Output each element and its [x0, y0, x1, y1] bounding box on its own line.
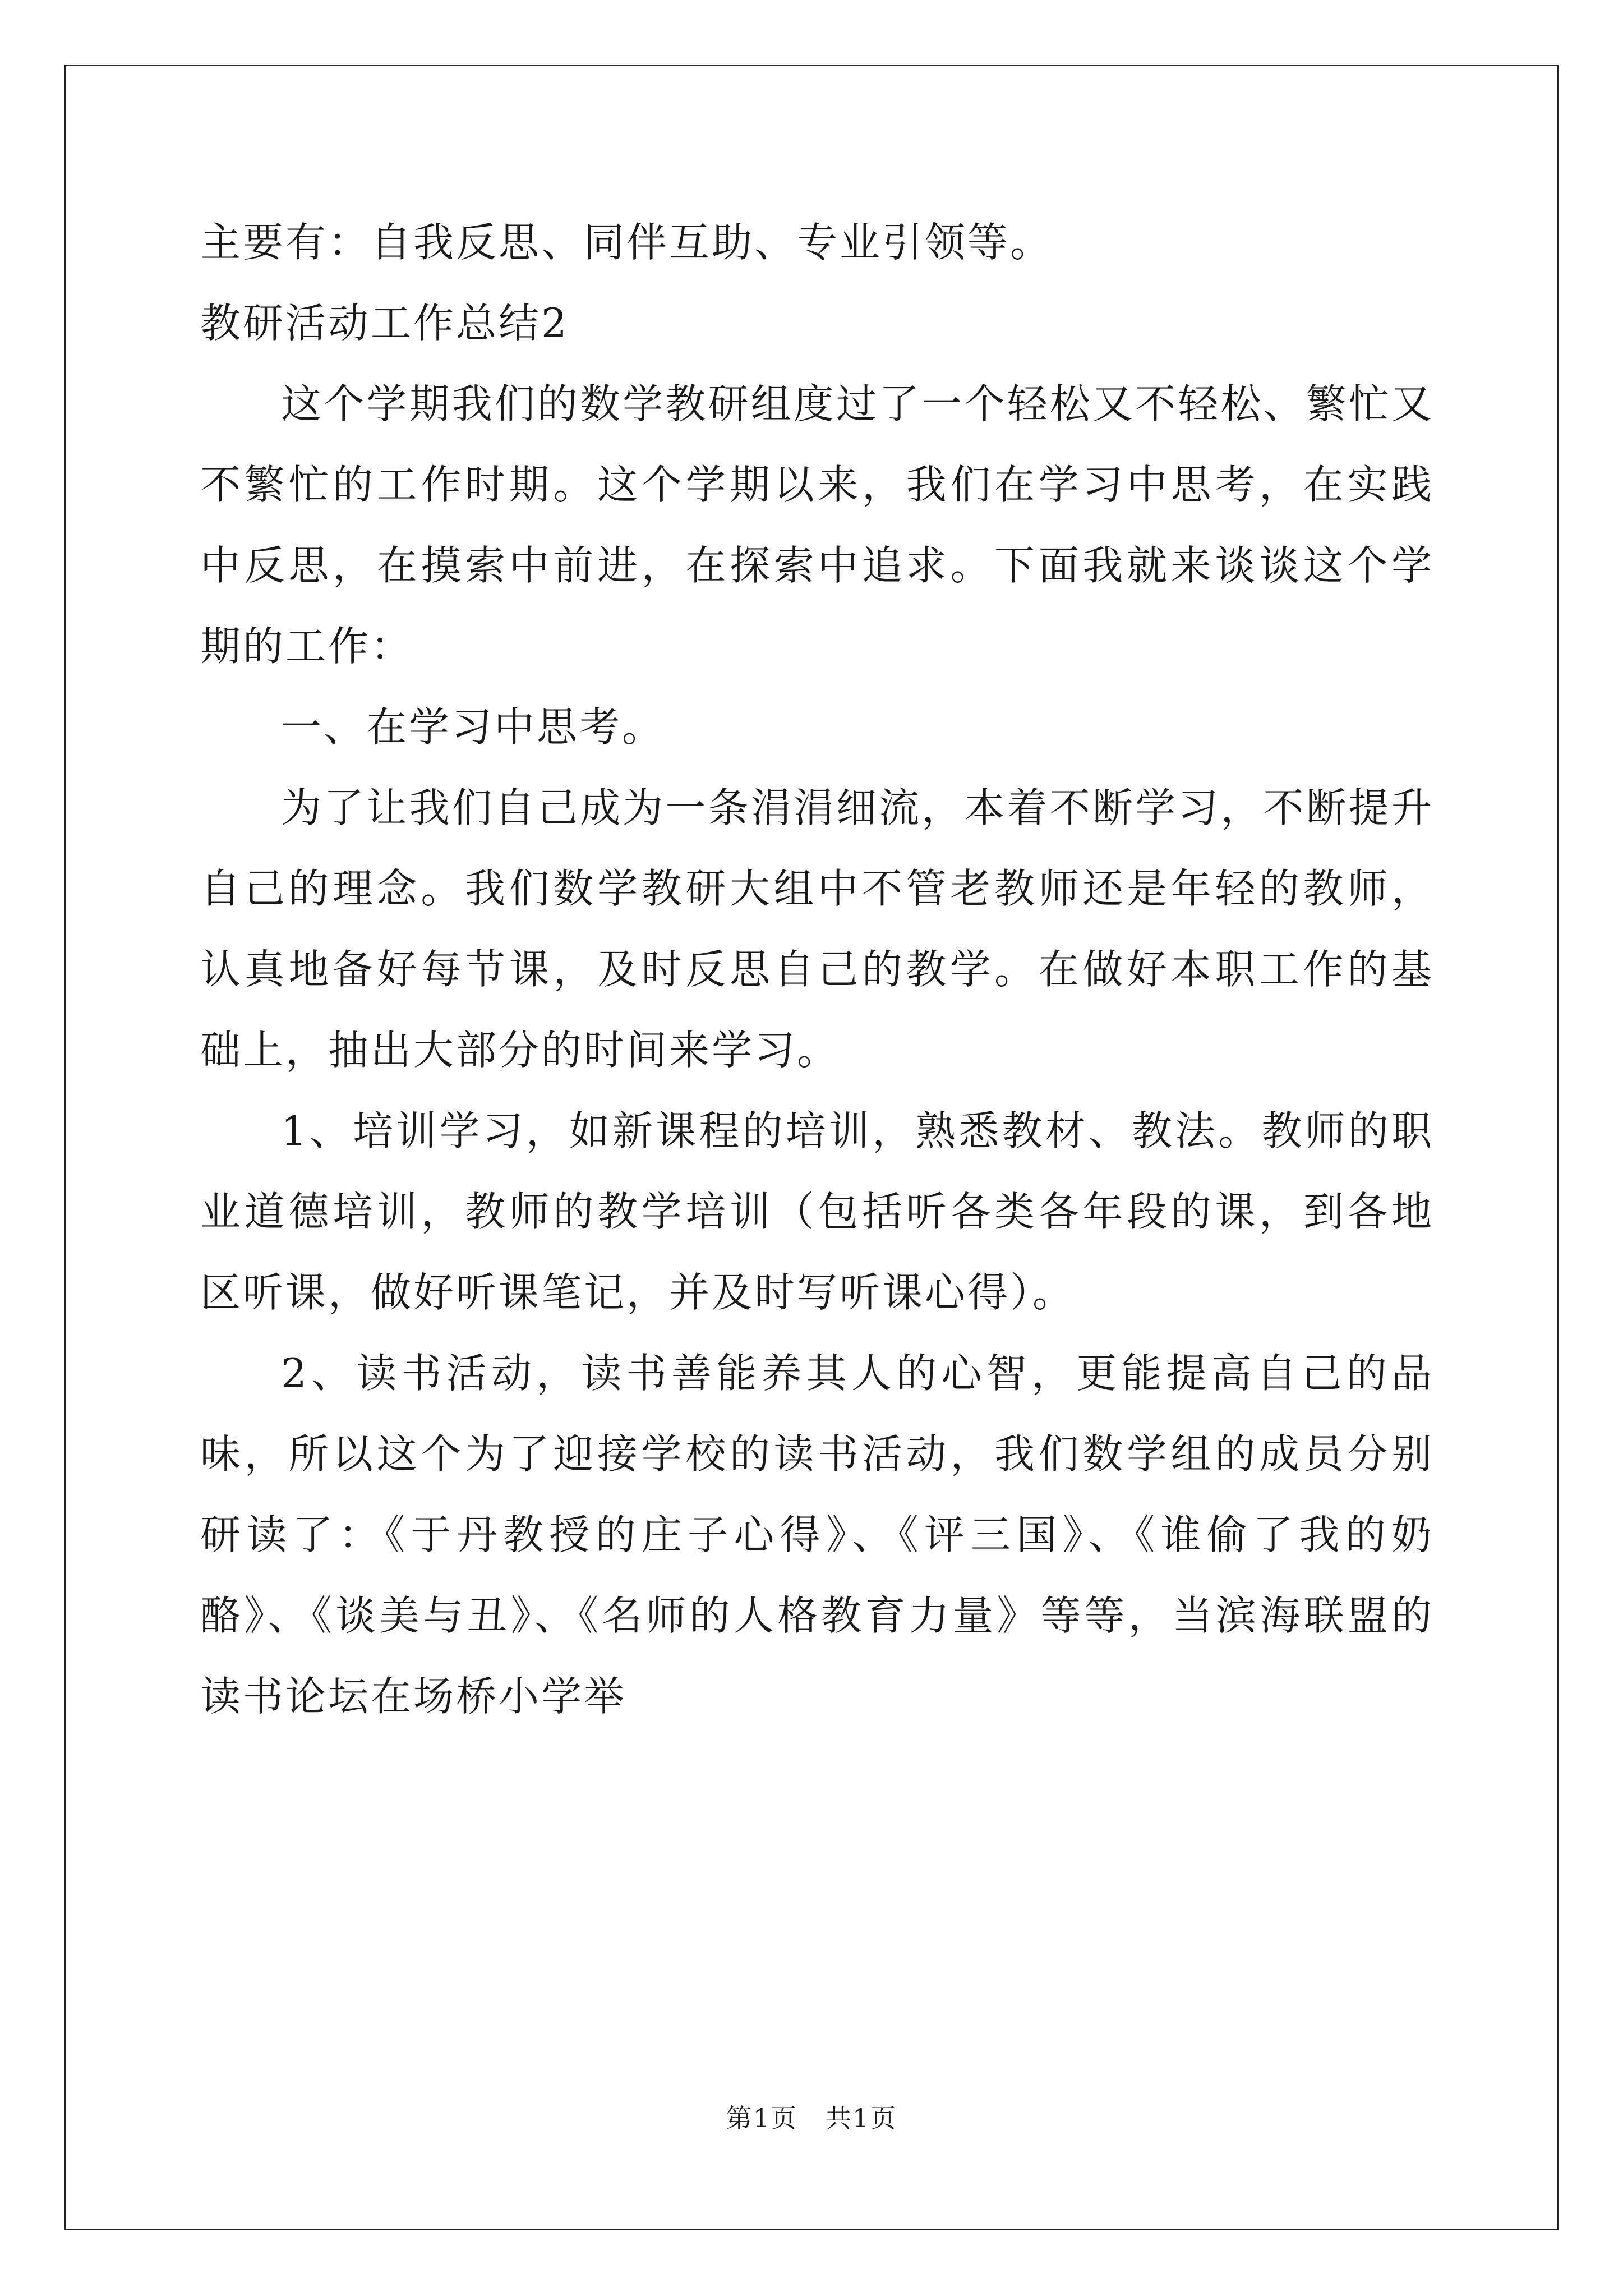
paragraph: 2、读书活动，读书善能养其人的心智，更能提高自己的品味，所以这个为了迎接学校的读书活动，我们数学组的成员分别研读了：《于丹教授的庄子心得》、《评三国》、《谁偷了我的奶酪》、《谈美与丑》、《名师的人格教育力量》等等，当滨海联盟的读书论坛在场桥小学举: [200, 1350, 1434, 1720]
section-heading: 教研活动工作总结2: [200, 300, 569, 347]
page-number: 第1页: [726, 2103, 798, 2133]
page-footer: [0, 2098, 1623, 2135]
page-total: 共1页: [825, 2103, 897, 2133]
paragraph: 1、培训学习，如新课程的培训，熟悉教材、教法。教师的职业道德培训，教师的教学培训（包括听各类各年段的课，到各地区听课，做好听课笔记，并及时写听课心得）。: [200, 1107, 1434, 1316]
paragraph: 这个学期我们的数学教研组度过了一个轻松又不轻松、繁忙又不繁忙的工作时期。这个学期以来，我们在学习中思考，在实践中反思，在摸索中前进，在探索中追求。下面我就来谈谈这个学期的工作：: [200, 380, 1434, 670]
subsection-heading: 一、在学习中思考。: [281, 703, 665, 751]
paragraph: 为了让我们自己成为一条涓涓细流，本着不断学习，不断提升自己的理念。我们数学教研大组中不管老教师还是年轻的教师，认真地备好每节课，及时反思自己的教学。在做好本职工作的基础上，抽出大部分的时间来学习。: [200, 784, 1434, 1074]
paragraph: 主要有：自我反思、同伴互助、专业引领等。: [200, 219, 1053, 266]
document-body: [200, 202, 1434, 1737]
